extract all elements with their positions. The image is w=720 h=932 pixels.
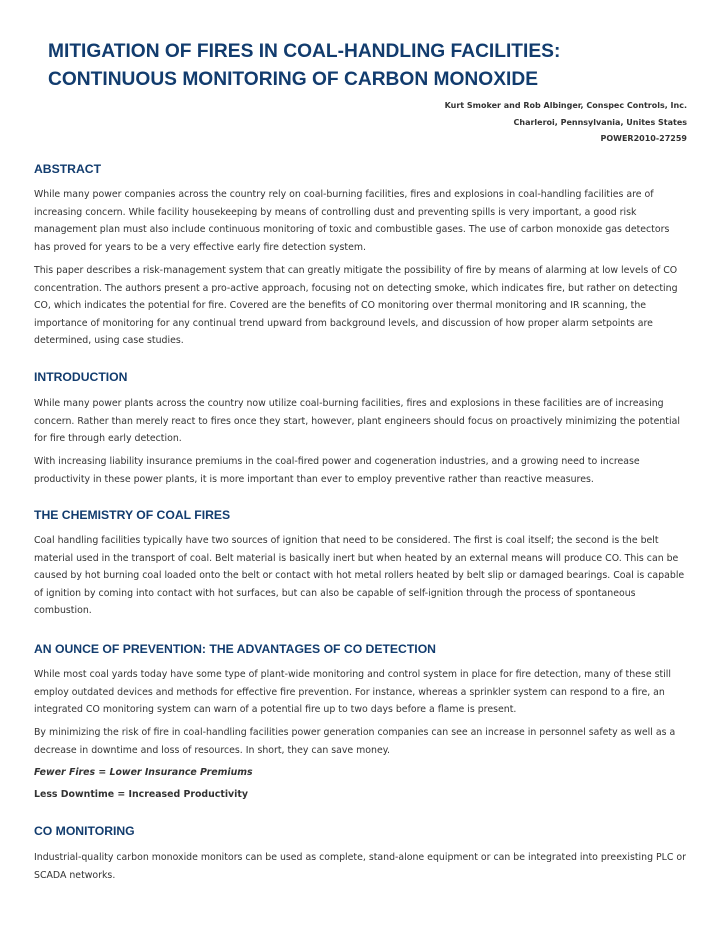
co-monitoring-paragraph-1: Industrial-quality carbon monoxide monitors can be used as complete, stand-alone equipment or can be integrated into preexisting PLC or SCADA networks. [34, 852, 686, 881]
paper-id: POWER2010-27259 [600, 134, 687, 143]
introduction-heading: INTRODUCTION [34, 370, 128, 384]
chemistry-paragraph-1: Coal handling facilities typically have two sources of ignition that need to be considered. The first is coal itself; the second is the belt material used in the transport of coal. Belt material is basically inert but when heated by an external means will produce CO. This can be caused by hot burning coal loaded onto the belt or contact with hot metal rollers heated by belt slip or damaged bearings. Coal is capable of ignition by coming into contact with hot surfaces, but can also be capable of self-ignition through the process of spontaneous combustion. [34, 535, 685, 617]
title-line-2: CONTINUOUS MONITORING OF CARBON MONOXIDE [48, 69, 538, 90]
abstract-paragraph-1: While many power companies across the country rely on coal-burning facilities, fires and explosions in coal-handling facilities are of increasing concern. While facility housekeeping by means of controlling dust and preventing spills is very important, a good risk management plan must also include continuous monitoring of toxic and combustible gases. The use of carbon monoxide gas detectors has proved for years to be a very effective early fire detection system. [34, 189, 670, 253]
prevention-paragraph-1: While most coal yards today have some type of plant-wide monitoring and control system in place for fire detection, many of these still employ outdated devices and methods for effective fire prevention. For instance, whereas a sprinkler system can respond to a fire, an integrated CO monitoring system can warn of a potential fire up to two days before a flame is present. [34, 669, 671, 716]
paper-title [48, 38, 688, 94]
co-monitoring-heading: CO MONITORING [34, 824, 135, 838]
abstract-paragraph-2: This paper describes a risk-management system that can greatly mitigate the possibility of fire by means of alarming at low levels of CO concentration. The authors present a pro-active approach, focusing not on detecting smoke, which indicates fire, but rather on detecting CO, which indicates the potential for fire. Covered are the benefits of CO monitoring over thermal monitoring and IR scanning, the importance of monitoring for any continual trend upward from background levels, and discussion of how proper alarm setpoints are determined, using case studies. [34, 265, 678, 347]
title-line-1: MITIGATION OF FIRES IN COAL-HANDLING FACILITIES: [48, 41, 561, 62]
author-location: Charleroi, Pennsylvania, Unites States [513, 117, 687, 127]
chemistry-heading: THE CHEMISTRY OF COAL FIRES [34, 508, 231, 522]
prevention-emphasis-1: Fewer Fires = Lower Insurance Premiums [34, 767, 253, 778]
authors: Kurt Smoker and Rob Albinger, Conspec Controls, Inc. [444, 101, 687, 110]
author-block [445, 98, 687, 148]
introduction-paragraph-1: While many power plants across the country now utilize coal-burning facilities, fires and explosions in these facilities are of increasing concern. Rather than merely react to fires once they start, however, plant engineers should focus on proactively minimizing the potential for fire through early detection. [34, 398, 680, 445]
introduction-paragraph-2: With increasing liability insurance premiums in the coal-fired power and cogeneration industries, and a growing need to increase productivity in these power plants, it is more important than ever to employ preventive rather than reactive measures. [34, 456, 640, 485]
prevention-paragraph-2: By minimizing the risk of fire in coal-handling facilities power generation companies can see an increase in personnel safety as well as a decrease in downtime and loss of resources. In short, they can save money. [34, 727, 676, 756]
abstract-heading: ABSTRACT [34, 162, 102, 176]
prevention-emphasis-2: Less Downtime = Increased Productivity [34, 789, 248, 800]
prevention-heading: AN OUNCE OF PREVENTION: THE ADVANTAGES OF CO DETECTION [34, 642, 436, 656]
